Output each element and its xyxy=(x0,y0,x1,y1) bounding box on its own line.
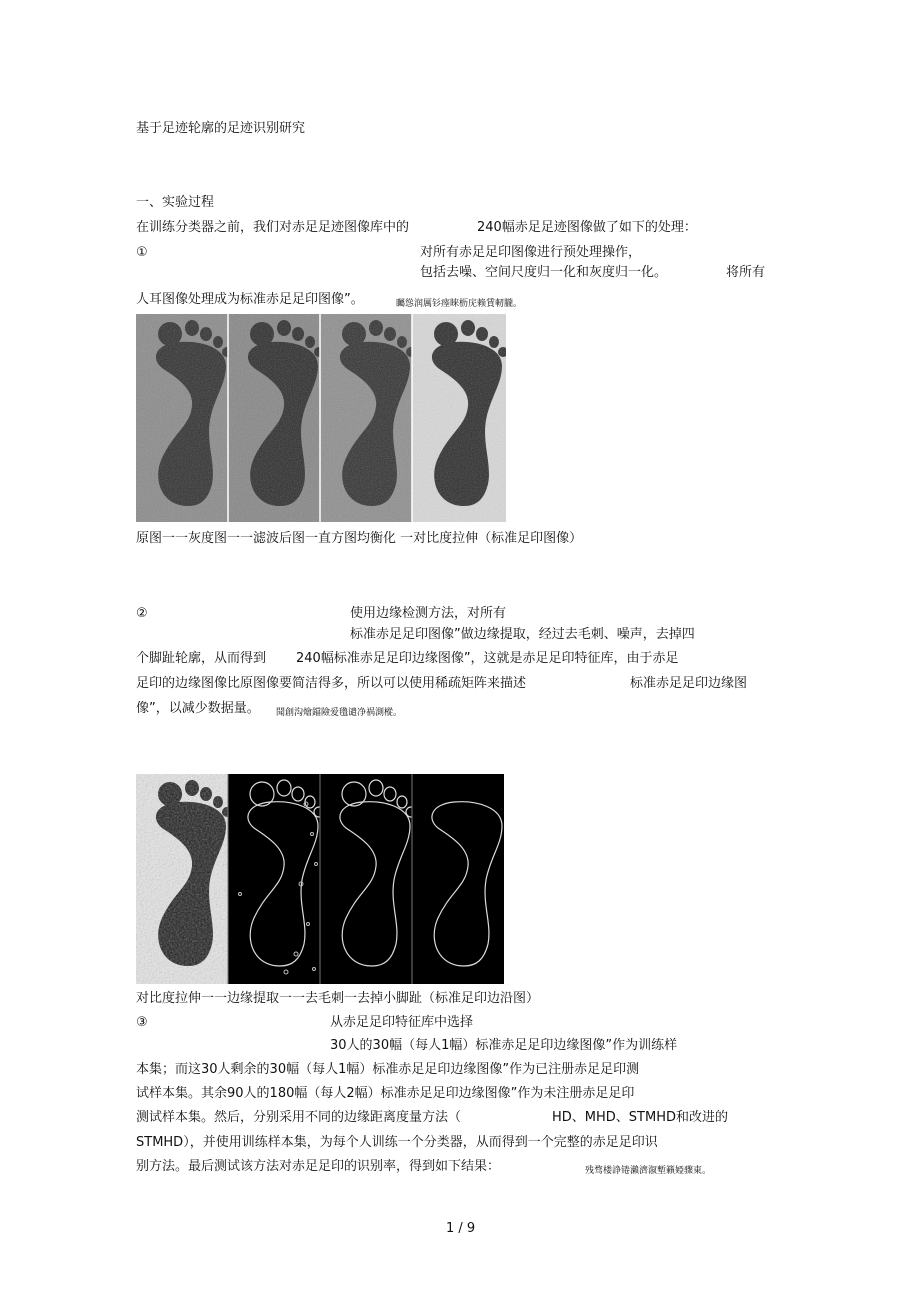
page-title: 基于足迹轮廓的足迹识别研究 xyxy=(136,121,306,136)
step3-line7: 别方法。最后测试该方法对赤足足印的识别率，得到如下结果： xyxy=(136,1159,501,1174)
step2-line1: 使用边缘检测方法，对所有 xyxy=(350,606,507,621)
step1-line2a: 包括去噪、空间尺度归一化和灰度归一化。 xyxy=(420,265,668,280)
step3-line5b: HD、MHD、STMHD和改进的 xyxy=(552,1110,728,1125)
step2-noise: 聞創沟燴鐺險爱氇谴净祸測樅。 xyxy=(276,708,403,718)
step2-line2: 标准赤足足印图像”做边缘提取，经过去毛刺、噪声，去掉四 xyxy=(350,627,695,642)
footprint-edge-image xyxy=(136,774,504,984)
step2-line4b: 标准赤足足印边缘图 xyxy=(630,676,748,691)
step3-line2: 30人的30幅（每人1幅）标准赤足足印边缘图像”作为训练样 xyxy=(330,1038,678,1053)
footprint-preprocessing-image xyxy=(136,314,506,522)
footprint-edge-strip xyxy=(136,774,504,984)
figure1-caption: 原图一一灰度图一一滤波后图一直方图均衡化 一对比度拉伸（标准足印图像） xyxy=(136,531,583,546)
step3-marker: ③ xyxy=(136,1015,148,1030)
step1-line1: 对所有赤足足印图像进行预处理操作， xyxy=(420,245,642,260)
step2-line3b: 240幅标准赤足足印边缘图像”，这就是赤足足印特征库，由于赤足 xyxy=(296,651,679,666)
intro-text: 在训练分类器之前，我们对赤足足迹图像库中的 xyxy=(136,220,410,235)
page-number: 1 / 9 xyxy=(446,1221,476,1236)
step3-line4: 试样本集。其余90人的180幅（每人2幅）标准赤足足印边缘图像”作为未注册赤足足印 xyxy=(136,1086,635,1101)
step3-line3: 本集；而这30人剩余的30幅（每人1幅）标准赤足足印边缘图像”作为已注册赤足足印测 xyxy=(136,1062,640,1077)
step2-line4a: 足印的边缘图像比原图像要简洁得多，所以可以使用稀疏矩阵来描述 xyxy=(136,676,527,691)
step2-line3a: 个脚趾轮廓，从而得到 xyxy=(136,651,267,666)
step3-noise: 残骛楼諍锩瀨濟溆塹籟婭骤東。 xyxy=(585,1166,712,1176)
step3-line1: 从赤足足印特征库中选择 xyxy=(330,1015,474,1030)
step1-marker: ① xyxy=(136,245,148,260)
intro-count-text: 240幅赤足足迹图像做了如下的处理： xyxy=(477,220,697,235)
step1-noise: 矚慫润厲钐瘗睞枥庑赖賃軔朧。 xyxy=(396,299,523,309)
section-heading: 一、实验过程 xyxy=(136,195,215,210)
footprint-preprocessing-strip xyxy=(136,314,506,522)
step2-line5: 像”，以减少数据量。 xyxy=(136,701,260,716)
step3-line6: STMHD），并使用训练样本集，为每个人训练一个分类器，从而得到一个完整的赤足足印识 xyxy=(136,1135,658,1150)
step2-marker: ② xyxy=(136,606,148,621)
step1-line2b: 将所有 xyxy=(726,265,766,280)
figure2-caption: 对比度拉伸一一边缘提取一一去毛刺一去掉小脚趾（标准足印边沿图） xyxy=(136,991,540,1006)
step3-line5a: 测试样本集。然后，分别采用不同的边缘距离度量方法（ xyxy=(136,1110,462,1125)
step1-line3: 人耳图像处理成为标准赤足足印图像”。 xyxy=(136,292,364,307)
